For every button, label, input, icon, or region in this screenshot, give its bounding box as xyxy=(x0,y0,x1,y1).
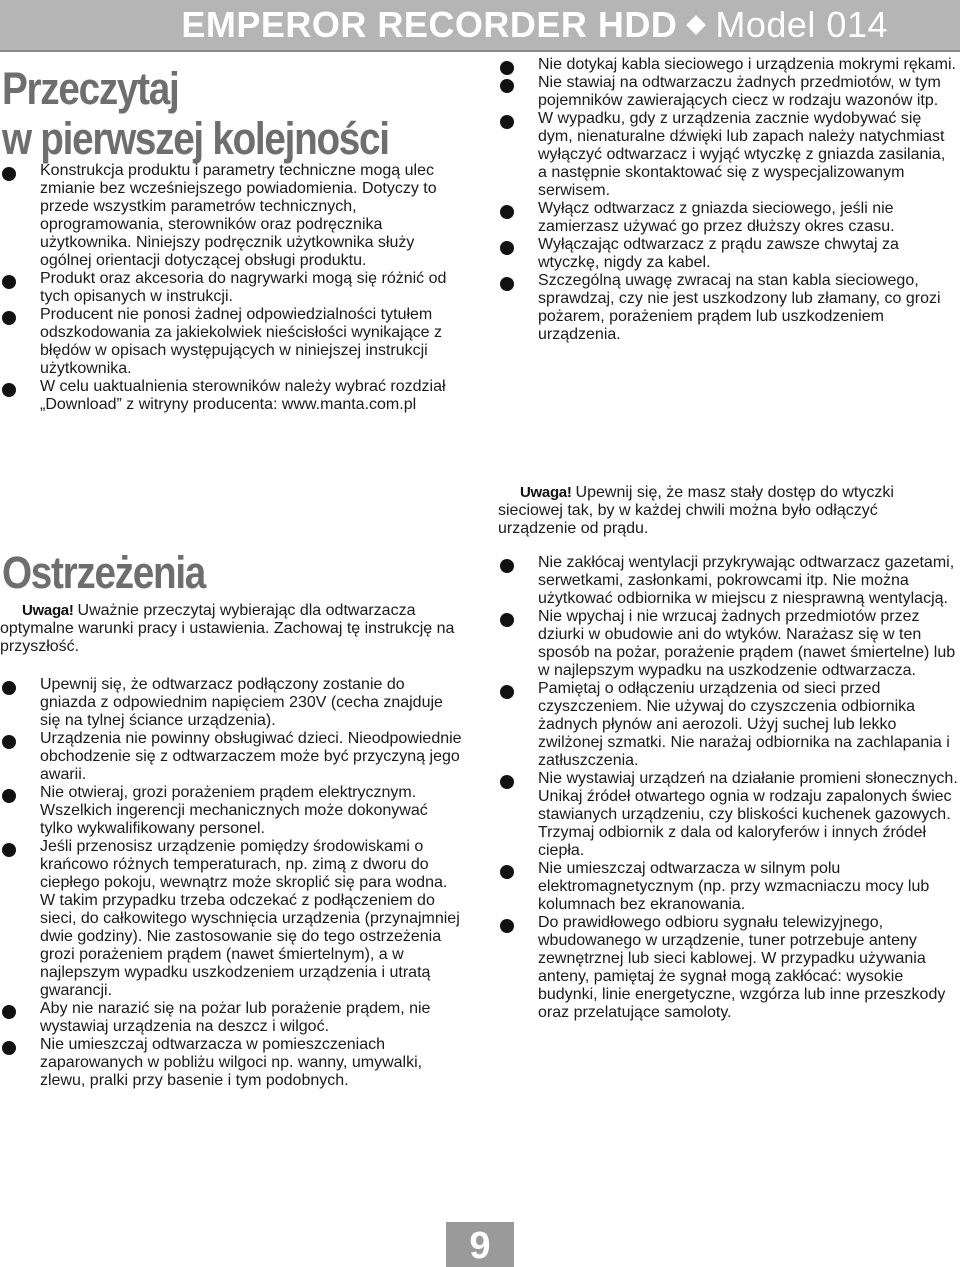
page-number: 9 xyxy=(469,1225,491,1267)
bullet-icon xyxy=(500,61,514,75)
uwaga-label: Uwaga! xyxy=(22,602,74,619)
list-item xyxy=(498,200,958,236)
list-item-text: Wyłącz odtwarzacz z gniazda sieciowego, jeśli nie zamierzasz używać go przez dłuższy okres czasu. xyxy=(538,200,895,235)
list-item xyxy=(498,236,958,272)
list-item xyxy=(498,74,958,110)
note-text: Upewnij się, że masz stały dostęp do wtyczki sieciowej tak, by w każdej chwili można było odłączyć urządzenie od prądu. xyxy=(498,484,894,537)
list-item xyxy=(498,554,958,608)
intro-list xyxy=(0,162,462,414)
bullet-icon xyxy=(2,789,16,803)
list-item-text: Nie otwieraj, grozi porażeniem prądem elektrycznym. Wszelkich ingerencji mechanicznych może dokonywać tylko wykwalifikowany personel. xyxy=(40,784,428,837)
list-item xyxy=(498,914,958,1022)
list-item xyxy=(498,608,958,680)
list-item xyxy=(498,770,958,860)
brand-name: EMPEROR RECORDER HDD xyxy=(181,4,678,45)
right-warnings-list-bottom xyxy=(498,554,958,1022)
warning-note xyxy=(0,602,462,656)
list-item-text: Szczególną uwagę zwracaj na stan kabla sieciowego, sprawdzaj, czy nie jest uszkodzony lub złamany, co grozi pożarem, porażeniem prądem lub uszkodzeniem urządzenia. xyxy=(538,272,941,343)
list-item xyxy=(498,860,958,914)
title-line-2: w pierwszej kolejności xyxy=(2,113,389,164)
list-item-text: W celu uaktualnienia sterowników należy wybrać rozdział „Download” z witryny producenta: www.manta.com.pl xyxy=(40,378,446,413)
list-item-text: W wypadku, gdy z urządzenia zacznie wydobywać się dym, nienaturalne dźwięki lub zapach należy natychmiast wyłączyć odtwarzacz i wyjąć wtyczkę z gniazda zasilania, a następnie skontaktować się z wyspecjalizowanym serwisem. xyxy=(538,110,946,199)
list-item xyxy=(0,306,462,378)
bullet-icon xyxy=(500,241,514,255)
list-item-text: Jeśli przenosisz urządzenie pomiędzy środowiskami o krańcowo różnych temperaturach, np. zimą z dworu do ciepłego pokoju, wewnątrz może skroplić się para wodna. W takim przypadku trzeba odczekać z podłączeniem do sieci, do całkowitego wyschnięcia urządzenia (przynajmniej dwie godziny). Nie zastosowanie się do tego ostrzeżenia grozi porażeniem prądem (nawet śmiertelnym), a w najlepszym wypadku uszkodzeniem urządzenia i utratą gwarancji. xyxy=(40,838,460,999)
list-item xyxy=(0,676,462,730)
title-line-1: Przeczytaj xyxy=(2,63,179,114)
note-text: Uważnie przeczytaj wybierając dla odtwarzacza optymalne warunki pracy i ustawienia. Zachowaj tę instrukcję na przyszłość. xyxy=(0,602,455,655)
bullet-icon xyxy=(2,1041,16,1055)
list-item-text: Nie dotykaj kabla sieciowego i urządzenia mokrymi rękami. xyxy=(538,56,956,73)
bullet-icon xyxy=(500,865,514,879)
bullet-icon xyxy=(2,681,16,695)
bullet-icon xyxy=(500,919,514,933)
bullet-icon xyxy=(500,613,514,627)
bullet-icon xyxy=(2,1005,16,1019)
list-item-text: Nie umieszczaj odtwarzacza w pomieszczeniach zaparowanych w pobliżu wilgoci np. wanny, umywalki, zlewu, pralki przy basenie i tym podobnych. xyxy=(40,1036,423,1089)
list-item xyxy=(498,680,958,770)
list-item-text: Nie wystawiaj urządzeń na działanie promieni słonecznych. Unikaj źródeł otwartego ognia w rodzaju zapalonych świec stawianych urządzeniu, czy bliskości kuchenek gazowych. Trzymaj odbiornik z dala od kaloryferów i innych źródeł ciepła. xyxy=(538,770,958,859)
list-item-text: Upewnij się, że odtwarzacz podłączony zostanie do gniazda z odpowiednim napięciem 230V (cecha znajduje się na tylnej ściance urządzenia). xyxy=(40,676,443,729)
list-item xyxy=(0,1000,462,1036)
header-bar xyxy=(0,0,960,52)
list-item-text: Nie zakłócaj wentylacji przykrywając odtwarzacz gazetami, serwetkami, zasłonkami, pokrowcami itp. Nie można użytkować odbiornika w miejscu z niesprawną wentylacją. xyxy=(538,554,955,607)
uwaga-label: Uwaga! xyxy=(520,484,572,501)
bullet-icon xyxy=(500,79,514,93)
diamond-icon xyxy=(686,16,706,36)
bullet-icon xyxy=(2,383,16,397)
bullet-icon xyxy=(500,205,514,219)
right-note xyxy=(498,484,958,538)
list-item-text: Produkt oraz akcesoria do nagrywarki mogą się różnić od tych opisanych w instrukcji. xyxy=(40,270,447,305)
list-item-text: Urządzenia nie powinny obsługiwać dzieci. Nieodpowiednie obchodzenie się z odtwarzaczem może być przyczyną jego awarii. xyxy=(40,730,462,783)
bullet-icon xyxy=(2,311,16,325)
bullet-icon xyxy=(2,275,16,289)
bullet-icon xyxy=(500,277,514,291)
bullet-icon xyxy=(500,559,514,573)
right-warnings-list-top xyxy=(498,56,958,344)
list-item xyxy=(0,162,462,270)
model-name: Model 014 xyxy=(715,4,888,45)
bullet-icon xyxy=(500,685,514,699)
list-item xyxy=(498,272,958,344)
list-item-text: Do prawidłowego odbioru sygnału telewizyjnego, wbudowanego w urządzenie, tuner potrzebuje anteny zewnętrznej lub sieci kablowej. W przypadku używania anteny, pamiętaj że sygnał mogą zakłócać: wysokie budynki, linie energetyczne, wzgórza lub inne przeszkody oraz przelatujące samoloty. xyxy=(538,914,946,1021)
list-item xyxy=(498,110,958,200)
header-title xyxy=(181,1,888,49)
list-item-text: Aby nie narazić się na pożar lub porażenie prądem, nie wystawiaj urządzenia na deszcz i wilgoć. xyxy=(40,1000,431,1035)
page-number-box xyxy=(446,1222,514,1267)
warnings-list xyxy=(0,676,462,1090)
section-title-warnings: Ostrzeżenia xyxy=(2,547,206,598)
bullet-icon xyxy=(2,735,16,749)
list-item xyxy=(0,270,462,306)
list-item xyxy=(0,730,462,784)
list-item-text: Wyłączając odtwarzacz z prądu zawsze chwytaj za wtyczkę, nigdy za kabel. xyxy=(538,236,899,271)
list-item-text: Pamiętaj o odłączeniu urządzenia od sieci przed czyszczeniem. Nie używaj do czyszczenia odbiornika żadnych płynów ani aerozoli. Użyj suchej lub lekko zwilżonej szmatki. Nie narażaj odbiornika na zachlapania i zatłuszczenia. xyxy=(538,680,950,769)
list-item-text: Nie umieszczaj odtwarzacza w silnym polu elektromagnetycznym (np. przy wzmacniaczu mocy lub kolumnach bez ekranowania. xyxy=(538,860,930,913)
list-item-text: Nie stawiaj na odtwarzaczu żadnych przedmiotów, w tym pojemników zawierających ciecz w rodzaju wazonów itp. xyxy=(538,74,941,109)
list-item-text: Konstrukcja produktu i parametry techniczne mogą ulec zmianie bez wcześniejszego powiadomienia. Dotyczy to przede wszystkim parametrów technicznych, oprogramowania, sterowników oraz podręcznika użytkownika. Niniejszy podręcznik użytkownika służy ogólnej orientacji dotyczącej obsługi produktu. xyxy=(40,162,437,269)
bullet-icon xyxy=(2,843,16,857)
list-item xyxy=(0,1036,462,1090)
list-item xyxy=(0,784,462,838)
list-item-text: Producent nie ponosi żadnej odpowiedzialności tytułem odszkodowania za jakiekolwiek nieścisłości wynikające z błędów w opisach występujących w niniejszej instrukcji użytkownika. xyxy=(40,306,442,377)
list-item-text: Nie wpychaj i nie wrzucaj żadnych przedmiotów przez dziurki w obudowie ani do wtyków. Narażasz się w ten sposób na pożar, porażenie prądem (nawet śmiertelne) lub w najlepszym wypadku na uszkodzenie odtwarzacza. xyxy=(538,608,956,679)
list-item xyxy=(0,838,462,1000)
bullet-icon xyxy=(500,775,514,789)
list-item xyxy=(0,378,462,414)
bullet-icon xyxy=(2,167,16,181)
bullet-icon xyxy=(500,115,514,129)
list-item xyxy=(498,56,958,74)
section-title-read-first xyxy=(2,64,389,164)
